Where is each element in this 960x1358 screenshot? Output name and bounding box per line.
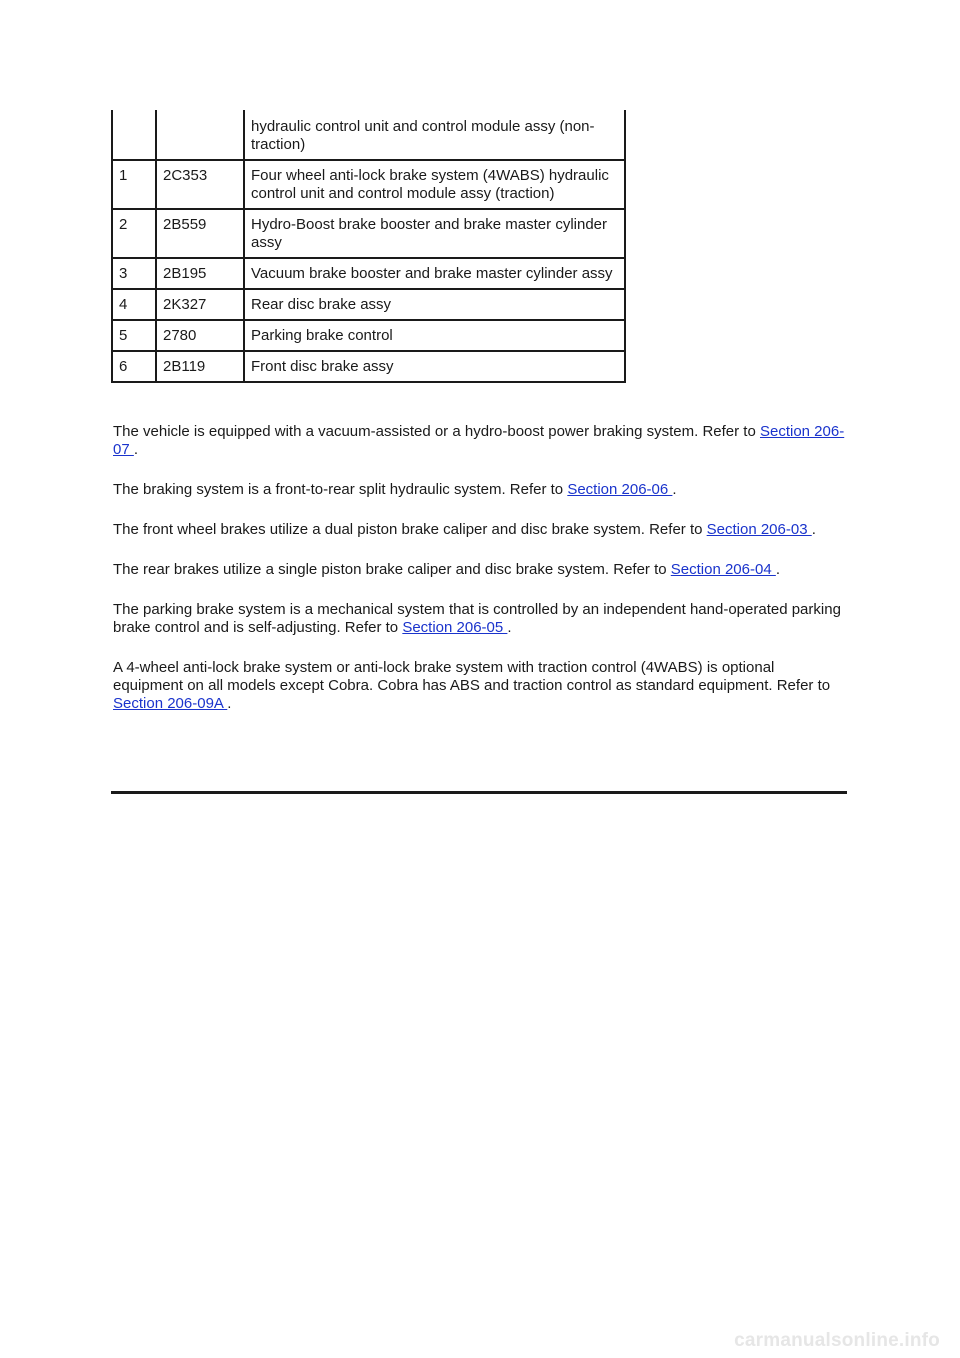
table-row — [112, 258, 625, 289]
part-number: 2B195 — [156, 258, 244, 289]
paragraph-text: . — [227, 695, 232, 712]
part-number: 2B559 — [156, 209, 244, 258]
section-206-07-link[interactable]: Section 206-07 — [113, 423, 845, 458]
section-206-04-link[interactable]: Section 206-04 — [670, 561, 776, 578]
paragraph-front-brakes — [113, 521, 848, 539]
paragraph-anti-lock — [113, 659, 848, 713]
paragraph-text: The rear brakes utilize a single piston brake caliper and disc brake system. Refer to — [113, 561, 671, 578]
part-number: 2K327 — [156, 289, 244, 320]
paragraph-text: . — [811, 521, 816, 538]
section-206-06-link[interactable]: Section 206-06 — [567, 481, 673, 498]
part-description: Hydro-Boost brake booster and brake master cylinder assy — [244, 209, 625, 258]
item-number — [112, 110, 156, 160]
paragraph-rear-brakes — [113, 561, 848, 579]
table-row — [112, 209, 625, 258]
part-description: Rear disc brake assy — [244, 289, 625, 320]
paragraph-parking-brake — [113, 601, 848, 637]
item-number: 2 — [112, 209, 156, 258]
part-number: 2C353 — [156, 160, 244, 209]
watermark: carmanualsonline.info — [734, 1330, 940, 1351]
table-row — [112, 160, 625, 209]
paragraph-text: A 4-wheel anti-lock brake system or anti-lock brake system with traction control (4WABS) is optional equipment on all models except Cobra. Cobra has ABS and traction control as standard equipment. Refer to — [113, 659, 831, 694]
paragraph-text: The parking brake system is a mechanical system that is controlled by an independent hand-operated parking brake control and is self-adjusting. Refer to — [113, 601, 841, 636]
item-number: 1 — [112, 160, 156, 209]
part-number — [156, 110, 244, 160]
table-row — [112, 320, 625, 351]
paragraph-text: . — [672, 481, 677, 498]
section-206-05-link[interactable]: Section 206-05 — [402, 619, 508, 636]
parts-table — [111, 110, 626, 383]
paragraph-text: . — [133, 441, 139, 458]
paragraph-text: The front wheel brakes utilize a dual piston brake caliper and disc brake system. Refer to — [113, 521, 707, 538]
item-number: 6 — [112, 351, 156, 382]
table-row — [112, 110, 625, 160]
table-row — [112, 351, 625, 382]
item-number: 4 — [112, 289, 156, 320]
paragraph-text: . — [775, 561, 781, 578]
item-number: 3 — [112, 258, 156, 289]
part-description: Front disc brake assy — [244, 351, 625, 382]
paragraph-power-braking — [113, 423, 848, 459]
paragraph-hydraulic-system — [113, 481, 848, 499]
paragraph-text: The vehicle is equipped with a vacuum-assisted or a hydro-boost power braking system. Refer to — [113, 423, 760, 440]
table-row — [112, 289, 625, 320]
item-number: 5 — [112, 320, 156, 351]
section-206-03-link[interactable]: Section 206-03 — [706, 521, 812, 538]
paragraph-text: . — [507, 619, 512, 636]
horizontal-rule — [111, 791, 847, 794]
part-number: 2780 — [156, 320, 244, 351]
part-description: hydraulic control unit and control module assy (non-traction) — [244, 110, 625, 160]
paragraph-text: The braking system is a front-to-rear split hydraulic system. Refer to — [113, 481, 568, 498]
body-text — [113, 423, 848, 735]
part-description: Four wheel anti-lock brake system (4WABS) hydraulic control unit and control module assy (traction) — [244, 160, 625, 209]
part-description: Vacuum brake booster and brake master cylinder assy — [244, 258, 625, 289]
part-description: Parking brake control — [244, 320, 625, 351]
part-number: 2B119 — [156, 351, 244, 382]
section-206-09a-link[interactable]: Section 206-09A — [113, 695, 228, 712]
